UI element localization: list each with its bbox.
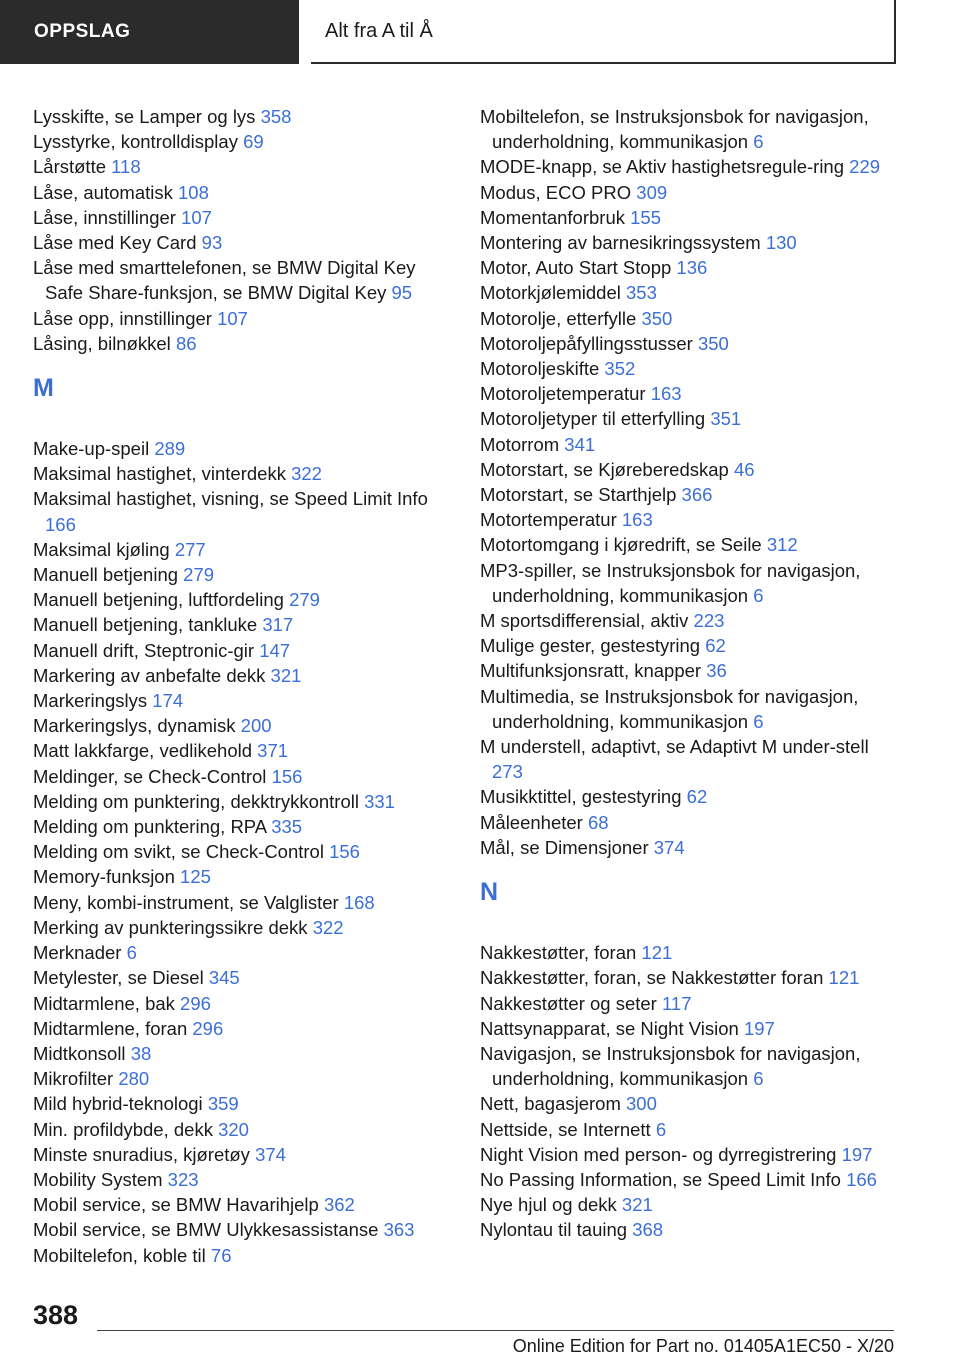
index-entry: [33, 1117, 453, 1142]
index-entry-text: Mild hybrid-teknologi: [33, 1093, 203, 1115]
index-entry: [33, 1041, 453, 1066]
index-entry-text: Motor, Auto Start Stopp: [480, 257, 672, 279]
index-entry: [33, 1243, 453, 1268]
index-page-link[interactable]: 223: [693, 610, 725, 632]
index-page-link[interactable]: 155: [630, 206, 661, 228]
index-page-link[interactable]: 197: [743, 1017, 775, 1039]
index-entry-text: Manuell betjening: [33, 564, 179, 586]
index-entry-text: Nettside, se Internett: [480, 1118, 651, 1140]
index-entry: [480, 1041, 900, 1091]
index-entry-text: Markering av anbefalte dekk: [33, 664, 266, 686]
index-page-link[interactable]: 130: [765, 232, 797, 254]
index-entry: [33, 587, 453, 612]
index-entry: [33, 230, 453, 255]
index-entry: [480, 965, 900, 990]
index-entry-text: Lysskifte, se Lamper og lys: [33, 106, 256, 127]
index-page-link[interactable]: 362: [323, 1194, 355, 1216]
index-page-link[interactable]: 296: [192, 1017, 224, 1039]
index-entry: [480, 1192, 900, 1217]
chapter-header: [311, 0, 896, 64]
index-page-link[interactable]: 163: [650, 383, 682, 405]
index-page-link[interactable]: 121: [828, 967, 860, 989]
index-entry-text: Maksimal hastighet, visning, se Speed Limit Info: [33, 488, 428, 510]
index-entry: [33, 890, 453, 915]
index-entry: [33, 255, 453, 305]
index-entry-text: Låsing, bilnøkkel: [33, 332, 171, 354]
index-entry-text: Nakkestøtter, foran, se Nakkestøtter foran: [480, 967, 824, 989]
index-entry-text: Motoroljetyper til etterfylling: [480, 408, 706, 430]
index-entry-text: Mobiltelefon, se Instruksjonsbok for navigasjon, underholdning, kommunikasjon: [480, 106, 869, 153]
index-entry: [33, 1142, 453, 1167]
index-entry-text: Meny, kombi-instrument, se Valglister: [33, 891, 339, 913]
index-entry-text: Nattsynapparat, se Night Vision: [480, 1017, 739, 1039]
index-entry: [480, 255, 900, 280]
index-page-link[interactable]: 335: [271, 816, 303, 838]
index-page-link[interactable]: 174: [152, 690, 184, 712]
index-entry: [480, 1167, 900, 1192]
index-entry-text: Låse med smarttelefonen, se BMW Digital Key Safe Share-funksjon, se BMW Digital Key: [33, 257, 416, 304]
index-page-link[interactable]: 363: [383, 1219, 415, 1241]
index-page-link[interactable]: 317: [262, 614, 294, 636]
index-entry: [33, 864, 453, 889]
index-entry: [33, 129, 453, 154]
index-entry-text: Nakkestøtter og seter: [480, 992, 657, 1014]
index-entry: [33, 789, 453, 814]
index-letter-heading: M: [33, 374, 54, 403]
index-entry: [480, 457, 900, 482]
index-page-link[interactable]: 359: [207, 1093, 239, 1115]
index-entry-text: Melding om svikt, se Check-Control: [33, 841, 324, 863]
index-page-link[interactable]: 345: [208, 967, 240, 989]
index-entry: [33, 436, 453, 461]
index-entry-text: Melding om punktering, dekktrykkontroll: [33, 790, 359, 812]
index-entry-text: Matt lakkfarge, vedlikehold: [33, 740, 253, 762]
index-entry-text: Midtarmlene, foran: [33, 1017, 188, 1039]
index-entry: [33, 1091, 453, 1116]
index-page-link[interactable]: 352: [604, 358, 636, 380]
index-page-link[interactable]: 38: [130, 1042, 152, 1064]
index-entry: [480, 940, 900, 965]
index-entry: [33, 688, 453, 713]
index-page-link[interactable]: 6: [655, 1118, 667, 1140]
index-entry-text: Make-up-speil: [33, 438, 150, 460]
index-entry: [480, 1142, 900, 1167]
index-entry: [33, 814, 453, 839]
section-tab: [0, 0, 299, 64]
index-entry: [33, 713, 453, 738]
index-page-link[interactable]: 358: [260, 106, 292, 127]
index-page-link[interactable]: 86: [175, 332, 197, 354]
index-entry-text: Maksimal kjøling: [33, 538, 170, 560]
index-page-link[interactable]: 279: [183, 564, 215, 586]
index-page-link[interactable]: 321: [621, 1194, 653, 1216]
index-entry-text: Motorstart, se Starthjelp: [480, 484, 677, 506]
index-entry: [33, 764, 453, 789]
index-page-link[interactable]: 156: [329, 841, 360, 863]
index-entry-text: Markeringslys: [33, 690, 148, 712]
index-entry-text: Nakkestøtter, foran: [480, 942, 637, 964]
index-page-link[interactable]: 371: [257, 740, 289, 762]
index-letter-heading: N: [480, 878, 499, 907]
index-entry-text: Mulige gester, gestestyring: [480, 635, 701, 657]
index-entry: [33, 461, 453, 486]
index-page-link[interactable]: 107: [217, 307, 248, 329]
index-entry-text: Lårstøtte: [33, 156, 106, 178]
index-entry: [480, 104, 900, 154]
index-entry: [480, 154, 900, 179]
index-entry: [33, 562, 453, 587]
index-page-link[interactable]: 353: [626, 282, 657, 304]
index-entry: [33, 991, 453, 1016]
index-entry-text: Metylester, se Diesel: [33, 967, 204, 989]
index-entry-text: Merknader: [33, 942, 122, 964]
index-page-link[interactable]: 320: [218, 1118, 249, 1140]
index-entry: [33, 839, 453, 864]
index-entry-text: Multifunksjonsratt, knapper: [480, 660, 702, 682]
index-entry: [480, 608, 900, 633]
index-entry-text: Minste snuradius, kjøretøy: [33, 1143, 250, 1165]
index-page-link[interactable]: 323: [167, 1168, 199, 1190]
index-entry: [33, 612, 453, 637]
index-entry-text: Memory-funksjon: [33, 866, 175, 888]
index-page-link[interactable]: 280: [118, 1068, 150, 1090]
index-entry: [480, 432, 900, 457]
index-entry-text: M sportsdifferensial, aktiv: [480, 610, 689, 632]
index-entry-text: Nett, bagasjerom: [480, 1093, 621, 1115]
index-entry-text: Manuell betjening, luftfordeling: [33, 589, 284, 611]
index-entry-text: Lysstyrke, kontrolldisplay: [33, 131, 238, 153]
index-entry-text: Maksimal hastighet, vinterdekk: [33, 463, 286, 485]
index-entry-text: Mobil service, se BMW Ulykkesassistanse: [33, 1219, 379, 1241]
index-page-link[interactable]: 117: [661, 992, 692, 1014]
index-entry-text: Night Vision med person- og dyrregistrering: [480, 1143, 837, 1165]
index-entry-text: Navigasjon, se Instruksjonsbok for navigasjon, underholdning, kommunikasjon: [480, 1042, 861, 1090]
index-entry-text: Motortemperatur: [480, 509, 617, 531]
index-page-link[interactable]: 279: [289, 589, 320, 611]
index-entry-text: Motorstart, se Kjøreberedskap: [480, 458, 729, 480]
index-page-link[interactable]: 46: [733, 458, 755, 480]
index-entry: [480, 734, 900, 784]
index-entry-text: M understell, adaptivt, se Adaptivt M under-stell: [480, 736, 869, 758]
index-page-link[interactable]: 296: [180, 992, 211, 1014]
index-entry: [33, 180, 453, 205]
index-entry: [33, 663, 453, 688]
index-entry-text: Manuell betjening, tankluke: [33, 614, 258, 636]
index-page-link[interactable]: 312: [766, 534, 798, 556]
index-entry: [480, 306, 900, 331]
index-entry: [33, 537, 453, 562]
index-entry-text: Mikrofilter: [33, 1068, 114, 1090]
index-entry-text: Motoroljetemperatur: [480, 383, 646, 405]
index-entry-text: Meldinger, se Check-Control: [33, 765, 267, 787]
index-entry: [480, 180, 900, 205]
index-page-link[interactable]: 62: [705, 635, 726, 657]
index-entry: [480, 205, 900, 230]
index-entry: [33, 1217, 453, 1242]
index-page-link[interactable]: 197: [841, 1143, 873, 1165]
index-entry: [33, 205, 453, 230]
index-page-link[interactable]: 166: [846, 1168, 877, 1190]
index-entry-text: Motoroljeskifte: [480, 358, 600, 380]
index-entry: [33, 638, 453, 663]
index-entry-text: MP3-spiller, se Instruksjonsbok for navigasjon, underholdning, kommunikasjon: [480, 559, 861, 606]
footer-edition: Online Edition for Part no. 01405A1EC50 - X/20: [512, 1336, 894, 1356]
index-column-right: [480, 104, 900, 1243]
index-entry-text: Nylontau til tauing: [480, 1219, 628, 1241]
index-page-link[interactable]: 309: [636, 181, 668, 203]
index-entry: [480, 532, 900, 557]
index-entry-text: Nye hjul og dekk: [480, 1194, 617, 1216]
index-entry: [480, 280, 900, 305]
index-entry-text: Midtkonsoll: [33, 1042, 126, 1064]
index-entry-text: No Passing Information, se Speed Limit Info: [480, 1168, 841, 1190]
index-entry-text: Mål, se Dimensjoner: [480, 836, 649, 858]
index-page-link[interactable]: 6: [753, 1068, 764, 1090]
index-page-link[interactable]: 321: [270, 664, 302, 686]
index-page-link[interactable]: 350: [697, 332, 729, 354]
index-page-link[interactable]: 331: [364, 790, 395, 812]
index-page-link[interactable]: 6: [753, 584, 764, 606]
index-entry-text: Motorolje, etterfylle: [480, 307, 637, 329]
index-entry-text: Mobil service, se BMW Havarihjelp: [33, 1194, 319, 1216]
index-page-link[interactable]: 68: [587, 811, 609, 833]
index-page-link[interactable]: 62: [686, 786, 708, 808]
index-page-link[interactable]: 163: [621, 509, 653, 531]
index-entry: [480, 1117, 900, 1142]
index-entry-text: Momentanforbruk: [480, 206, 625, 228]
index-page-link[interactable]: 125: [180, 866, 211, 888]
index-entry: [480, 1016, 900, 1041]
index-entry: [480, 810, 900, 835]
index-page-link[interactable]: 322: [291, 463, 322, 485]
index-entry-text: Markeringslys, dynamisk: [33, 715, 236, 737]
index-entry-text: MODE-knapp, se Aktiv hastighetsregule-ring: [480, 156, 845, 178]
index-page-link[interactable]: 350: [641, 307, 673, 329]
index-page-link[interactable]: 168: [343, 891, 375, 913]
footer-divider: [97, 1330, 894, 1331]
index-entry-text: Modus, ECO PRO: [480, 181, 632, 203]
index-page-link[interactable]: 300: [626, 1093, 657, 1115]
index-entry-text: Motoroljepåfyllingsstusser: [480, 332, 693, 354]
index-entry-text: Låse, innstillinger: [33, 206, 176, 228]
index-column-left: [33, 104, 453, 1268]
index-page-link[interactable]: 166: [45, 513, 76, 535]
index-entry-text: Midtarmlene, bak: [33, 992, 175, 1014]
index-entry: [33, 154, 453, 179]
index-entry-text: Montering av barnesikringssystem: [480, 232, 761, 254]
index-entry: [33, 965, 453, 990]
index-entry-text: Manuell drift, Steptronic-gir: [33, 639, 255, 661]
index-entry: [33, 1016, 453, 1041]
index-page-link[interactable]: 6: [126, 942, 137, 964]
index-entry-text: Multimedia, se Instruksjonsbok for navigasjon, underholdning, kommunikasjon: [480, 685, 859, 732]
index-entry-text: Motortomgang i kjøredrift, se Seile: [480, 534, 762, 556]
index-page-link[interactable]: 289: [154, 438, 186, 460]
index-entry-text: Låse, automatisk: [33, 181, 173, 203]
index-entry-text: Måleenheter: [480, 811, 583, 833]
chapter-title: Alt fra A til Å: [325, 19, 433, 42]
index-entry-text: Mobility System: [33, 1168, 163, 1190]
index-entry: [480, 507, 900, 532]
index-entry: [480, 784, 900, 809]
index-entry: [480, 381, 900, 406]
index-entry: [33, 738, 453, 763]
index-entry: [480, 406, 900, 431]
index-page-link[interactable]: 108: [178, 181, 209, 203]
index-entry-text: Låse med Key Card: [33, 232, 197, 254]
index-page-link[interactable]: 229: [849, 156, 881, 178]
index-entry: [480, 633, 900, 658]
index-page-link[interactable]: 69: [243, 131, 264, 153]
index-page-link[interactable]: 341: [564, 433, 596, 455]
index-page-link[interactable]: 277: [174, 538, 206, 560]
index-entry-text: Motorrom: [480, 433, 560, 455]
index-entry: [33, 940, 453, 965]
index-entry: [480, 230, 900, 255]
index-page-link[interactable]: 36: [706, 660, 727, 682]
index-page-link[interactable]: 95: [391, 282, 413, 304]
index-entry-text: Merking av punkteringssikre dekk: [33, 916, 308, 938]
index-page-link[interactable]: 351: [710, 408, 742, 430]
index-page-link[interactable]: 374: [255, 1143, 286, 1165]
index-entry-text: Melding om punktering, RPA: [33, 816, 267, 838]
index-page-link[interactable]: 6: [753, 710, 764, 732]
index-page-link[interactable]: 136: [676, 257, 708, 279]
index-entry-text: Musikktittel, gestestyring: [480, 786, 682, 808]
index-entry: [480, 356, 900, 381]
index-entry: [33, 306, 453, 331]
index-page-link[interactable]: 6: [753, 131, 764, 153]
index-page-link[interactable]: 147: [259, 639, 291, 661]
index-page-link[interactable]: 107: [181, 206, 212, 228]
index-page-link[interactable]: 200: [240, 715, 272, 737]
index-entry: [480, 684, 900, 734]
index-page-link[interactable]: 93: [201, 232, 223, 254]
index-page-link[interactable]: 368: [632, 1219, 664, 1241]
section-label: OPPSLAG: [34, 21, 131, 42]
index-page-link[interactable]: 273: [492, 761, 523, 783]
index-page-link[interactable]: 366: [681, 484, 713, 506]
index-page-link[interactable]: 374: [653, 836, 685, 858]
index-entry: [480, 1217, 900, 1242]
index-entry: [33, 1066, 453, 1091]
index-page-link[interactable]: 76: [210, 1244, 232, 1266]
index-entry: [480, 558, 900, 608]
page-number: 388: [33, 1300, 79, 1330]
index-entry: [33, 486, 453, 536]
index-entry-text: Motorkjølemiddel: [480, 282, 621, 304]
index-entry: [33, 915, 453, 940]
index-entry: [33, 1167, 453, 1192]
index-entry: [480, 991, 900, 1016]
index-entry-text: Min. profildybde, dekk: [33, 1118, 213, 1140]
index-entry: [480, 482, 900, 507]
index-page-link[interactable]: 121: [641, 942, 673, 964]
index-entry: [33, 331, 453, 356]
index-entry: [480, 1091, 900, 1116]
index-entry-text: Låse opp, innstillinger: [33, 307, 212, 329]
index-entry: [480, 331, 900, 356]
index-page-link[interactable]: 156: [271, 765, 303, 787]
index-page-link[interactable]: 118: [111, 156, 141, 178]
index-page-link[interactable]: 322: [312, 916, 344, 938]
index-entry: [480, 835, 900, 860]
index-entry-text: Mobiltelefon, koble til: [33, 1244, 206, 1266]
index-entry: [480, 658, 900, 683]
index-entry: [33, 104, 453, 129]
index-entry: [33, 1192, 453, 1217]
